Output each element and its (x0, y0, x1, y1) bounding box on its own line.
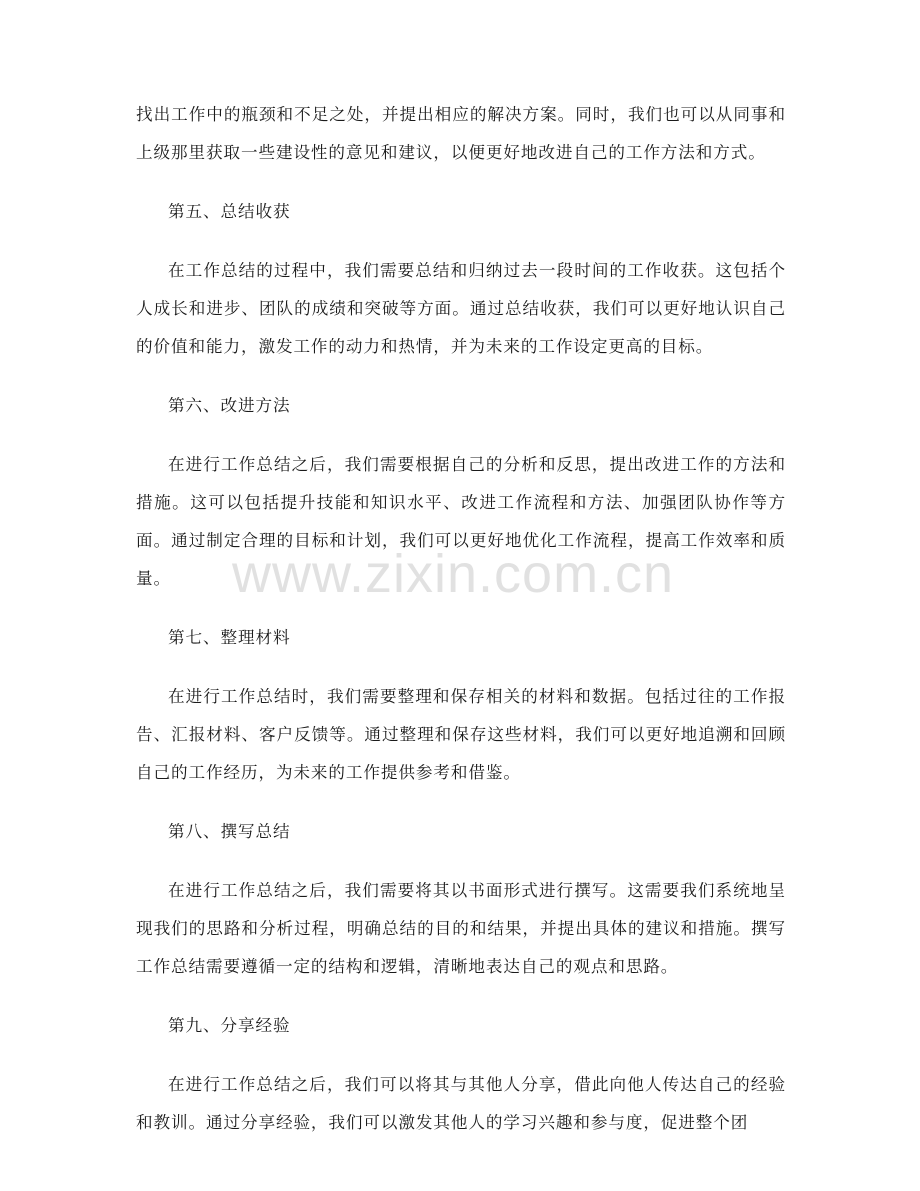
section-body-6: 在进行工作总结之后，我们需要根据自己的分析和反思，提出改进工作的方法和措施。这可以包括提升技能和知识水平、改进工作流程和方法、加强团队协作等方面。通过制定合理的目标和计划，我们可以更好地优化工作流程，提高工作效率和质量。 (136, 455, 786, 588)
watermark: www.zixin.com.cn (232, 544, 675, 604)
section-gap (136, 425, 786, 446)
section-gap (136, 366, 786, 387)
section-gap (136, 172, 786, 193)
section-gap (136, 598, 786, 619)
section-gap (136, 986, 786, 1007)
section-heading-6: 第六、改进方法 (168, 396, 291, 415)
section-body-5: 在工作总结的过程中，我们需要总结和归纳过去一段时间的工作收获。这包括个人成长和进步、团队的成绩和突破等方面。通过总结收获，我们可以更好地认识自己的价值和能力，激发工作的动力和热情，并为未来的工作设定更高的目标。 (136, 261, 786, 356)
section-gap (136, 657, 786, 678)
document-page (136, 96, 786, 1142)
section-gap (136, 1045, 786, 1066)
section-gap (136, 792, 786, 813)
section-body-7: 在进行工作总结时，我们需要整理和保存相关的材料和数据。包括过往的工作报告、汇报材料、客户反馈等。通过整理和保存这些材料，我们可以更好地追溯和回顾自己的工作经历，为未来的工作提供参考和借鉴。 (136, 687, 786, 782)
intro-paragraph: 找出工作中的瓶颈和不足之处，并提出相应的解决方案。同时，我们也可以从同事和上级那里获取一些建设性的意见和建议，以便更好地改进自己的工作方法和方式。 (136, 105, 786, 162)
section-heading-7: 第七、整理材料 (168, 628, 291, 647)
section-body-9: 在进行工作总结之后，我们可以将其与其他人分享，借此向他人传达自己的经验和教训。通过分享经验，我们可以激发其他人的学习兴趣和参与度，促进整个团 (136, 1075, 786, 1132)
section-heading-9: 第九、分享经验 (168, 1016, 291, 1035)
section-heading-5: 第五、总结收获 (168, 202, 291, 221)
section-body-8: 在进行工作总结之后，我们需要将其以书面形式进行撰写。这需要我们系统地呈现我们的思路和分析过程，明确总结的目的和结果，并提出具体的建议和措施。撰写工作总结需要遵循一定的结构和逻辑，清晰地表达自己的观点和思路。 (136, 881, 786, 976)
section-gap (136, 231, 786, 252)
section-gap (136, 851, 786, 872)
section-heading-8: 第八、撰写总结 (168, 822, 291, 841)
